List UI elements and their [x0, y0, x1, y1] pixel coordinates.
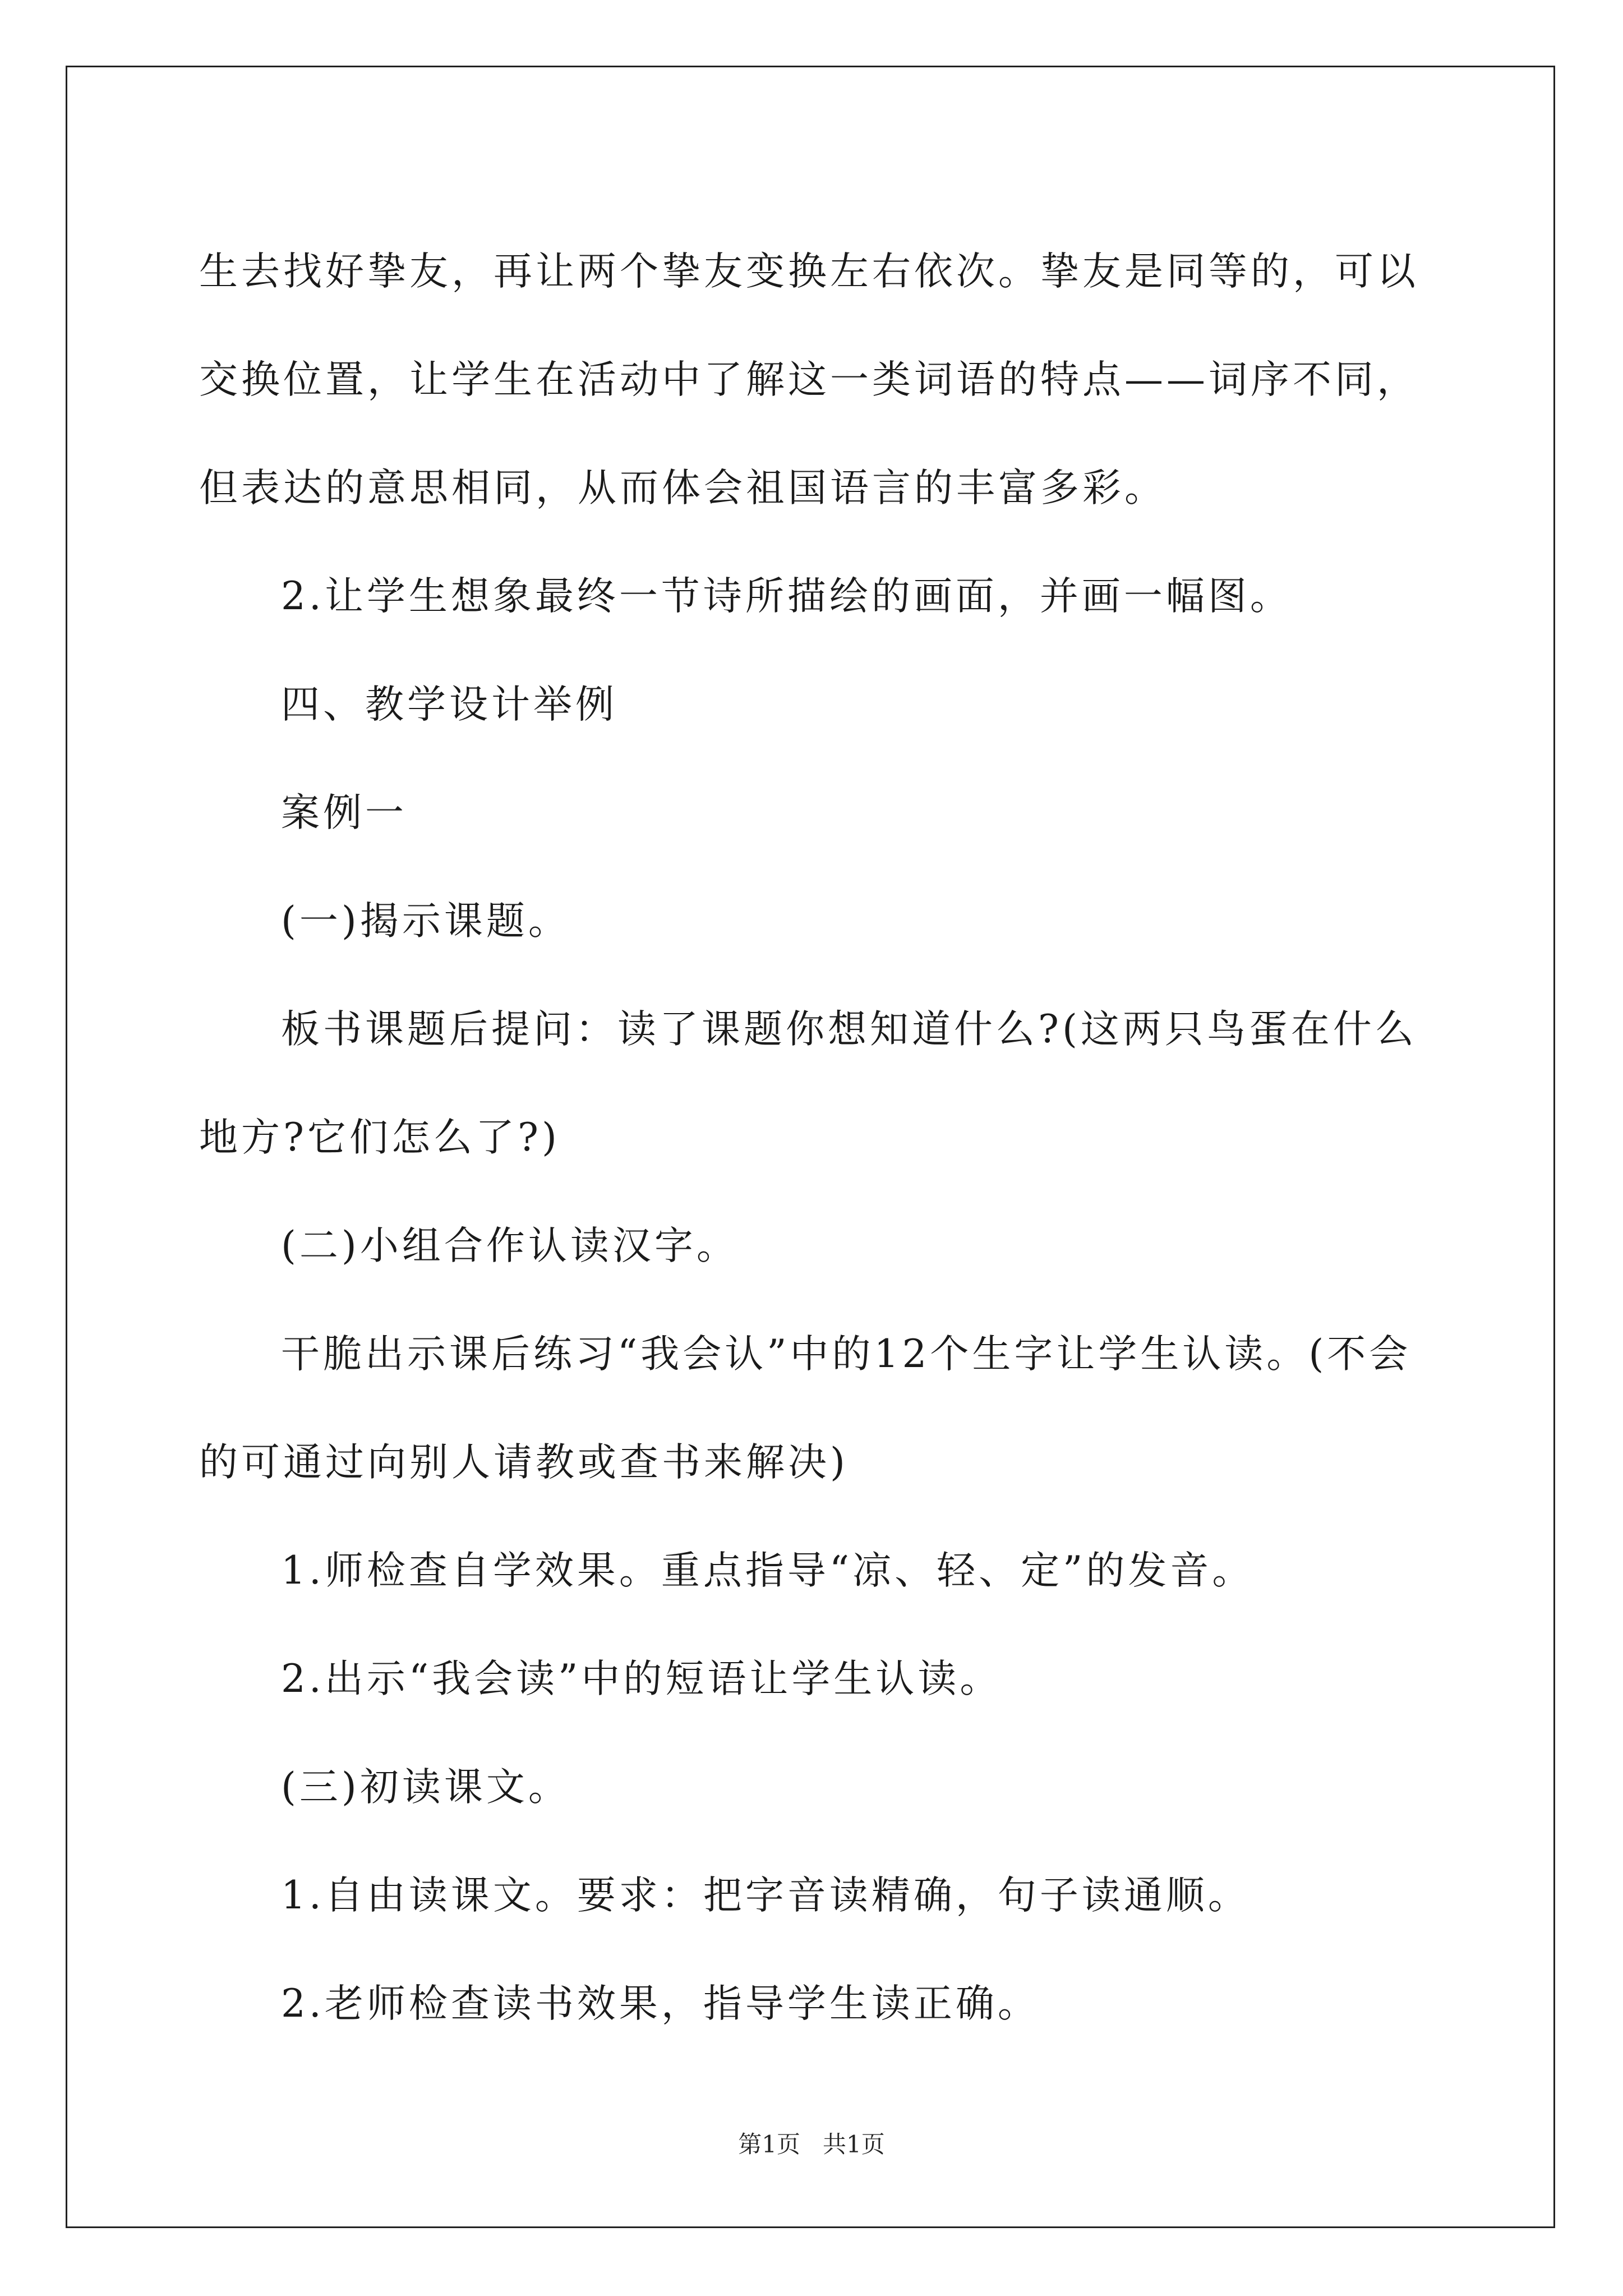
- paragraph: 板书课题后提问：读了课题你想知道什么?(这两只鸟蛋在什么地方?它们怎么了?): [199, 1007, 1417, 1160]
- list-item: 1.自由读课文。要求：把字音读精确，句子读通顺。: [281, 1873, 1250, 1918]
- case-heading: 案例一: [281, 790, 407, 835]
- section-heading: 四、教学设计举例: [281, 682, 617, 727]
- page-total: 共1页: [823, 2131, 885, 2158]
- subsection-heading: (一)揭示课题。: [281, 899, 570, 944]
- document-body: [199, 218, 1422, 2058]
- paragraph: 生去找好挚友，再让两个挚友变换左右依次。挚友是同等的，可以交换位置，让学生在活动中了解这一类词语的特点——词序不同，但表达的意思相同，从而体会祖国语言的丰富多彩。: [199, 249, 1419, 510]
- list-item: 1.师检查自学效果。重点指导“凉、轻、定”的发音。: [281, 1548, 1255, 1593]
- page-number: 第1页: [738, 2131, 800, 2158]
- subsection-heading: (二)小组合作认读汉字。: [281, 1223, 739, 1268]
- paragraph: 干脆出示课后练习“我会认”中的12个生字让学生认读。(不会的可通过向别人请教或查书来解决): [199, 1332, 1412, 1485]
- list-item: 2.出示“我会读”中的短语让学生认读。: [281, 1657, 1002, 1701]
- list-item: 2.老师检查读书效果，指导学生读正确。: [281, 1981, 1040, 2026]
- subsection-heading: (三)初读课文。: [281, 1765, 570, 1810]
- page-footer: [0, 2126, 1623, 2160]
- paragraph: 2.让学生想象最终一节诗所描绘的画面，并画一幅图。: [281, 574, 1292, 619]
